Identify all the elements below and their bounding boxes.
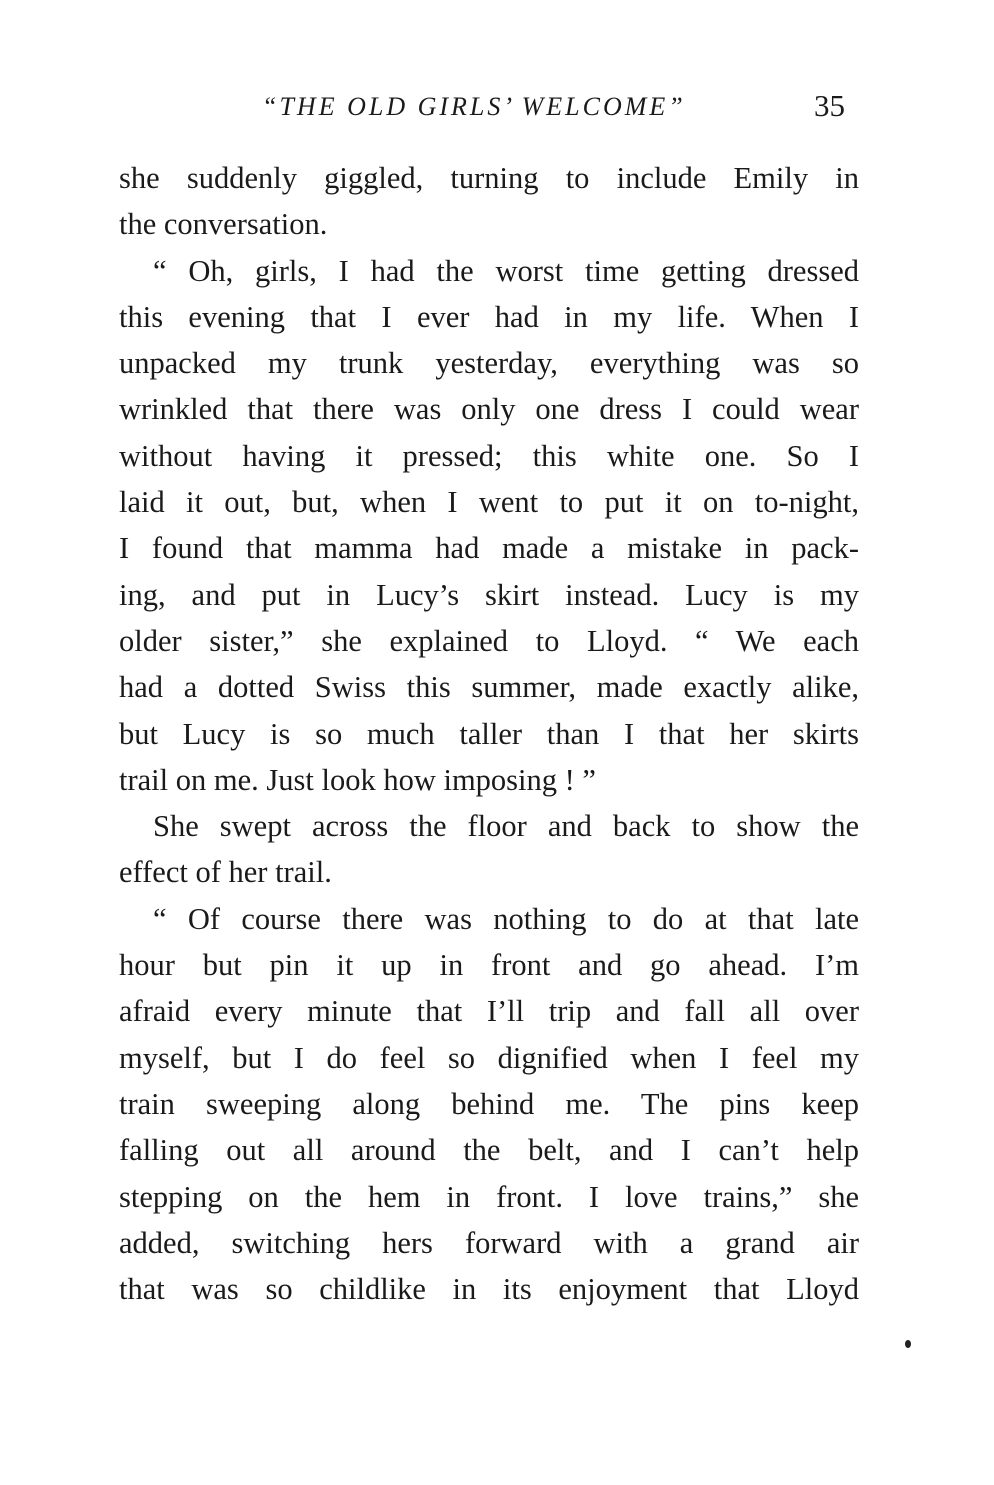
text-line: effect of her trail. bbox=[119, 855, 332, 890]
text-line: stepping on the hem in front. I love trains,” she bbox=[119, 1179, 859, 1214]
text-line: but Lucy is so much taller than I that her skirts bbox=[119, 716, 859, 751]
text-line: added, switching hers forward with a grand air bbox=[119, 1225, 859, 1260]
text-line: that was so childlike in its enjoyment that Lloyd bbox=[119, 1272, 859, 1307]
text-line: the conversation. bbox=[119, 207, 328, 242]
text-line: falling out all around the belt, and I can’t help bbox=[119, 1133, 859, 1168]
text-line: ing, and put in Lucy’s skirt instead. Lucy is my bbox=[119, 577, 859, 612]
running-title: “THE OLD GIRLS’ WELCOME” bbox=[262, 92, 686, 121]
body-text bbox=[119, 155, 859, 1312]
text-line: trail on me. Just look how imposing ! ” bbox=[119, 762, 596, 797]
text-line: without having it pressed; this white one. So I bbox=[119, 438, 859, 473]
text-line: hour but pin it up in front and go ahead. I’m bbox=[119, 948, 859, 983]
text-line: afraid every minute that I’ll trip and fall all over bbox=[119, 994, 859, 1029]
text-line: older sister,” she explained to Lloyd. “ We each bbox=[119, 623, 859, 658]
page-number: 35 bbox=[814, 88, 845, 123]
text-line: “ Of course there was nothing to do at that late bbox=[153, 901, 859, 936]
running-header bbox=[0, 88, 994, 128]
text-line: myself, but I do feel so dignified when I feel my bbox=[119, 1040, 859, 1075]
text-line: laid it out, but, when I went to put it on to-night, bbox=[119, 485, 859, 520]
ink-speck bbox=[905, 1340, 911, 1348]
text-line: “ Oh, girls, I had the worst time getting dressed bbox=[153, 253, 859, 288]
text-line: she suddenly giggled, turning to include Emily in bbox=[119, 161, 859, 195]
text-line: train sweeping along behind me. The pins keep bbox=[119, 1086, 859, 1121]
text-line: I found that mamma had made a mistake in pack- bbox=[119, 531, 859, 566]
text-line: unpacked my trunk yesterday, everything was so bbox=[119, 346, 859, 381]
text-line: this evening that I ever had in my life. When I bbox=[119, 299, 859, 334]
text-line: had a dotted Swiss this summer, made exactly alike, bbox=[119, 670, 859, 705]
text-line: She swept across the floor and back to show the bbox=[153, 809, 859, 844]
text-line: wrinkled that there was only one dress I could wear bbox=[119, 392, 859, 427]
